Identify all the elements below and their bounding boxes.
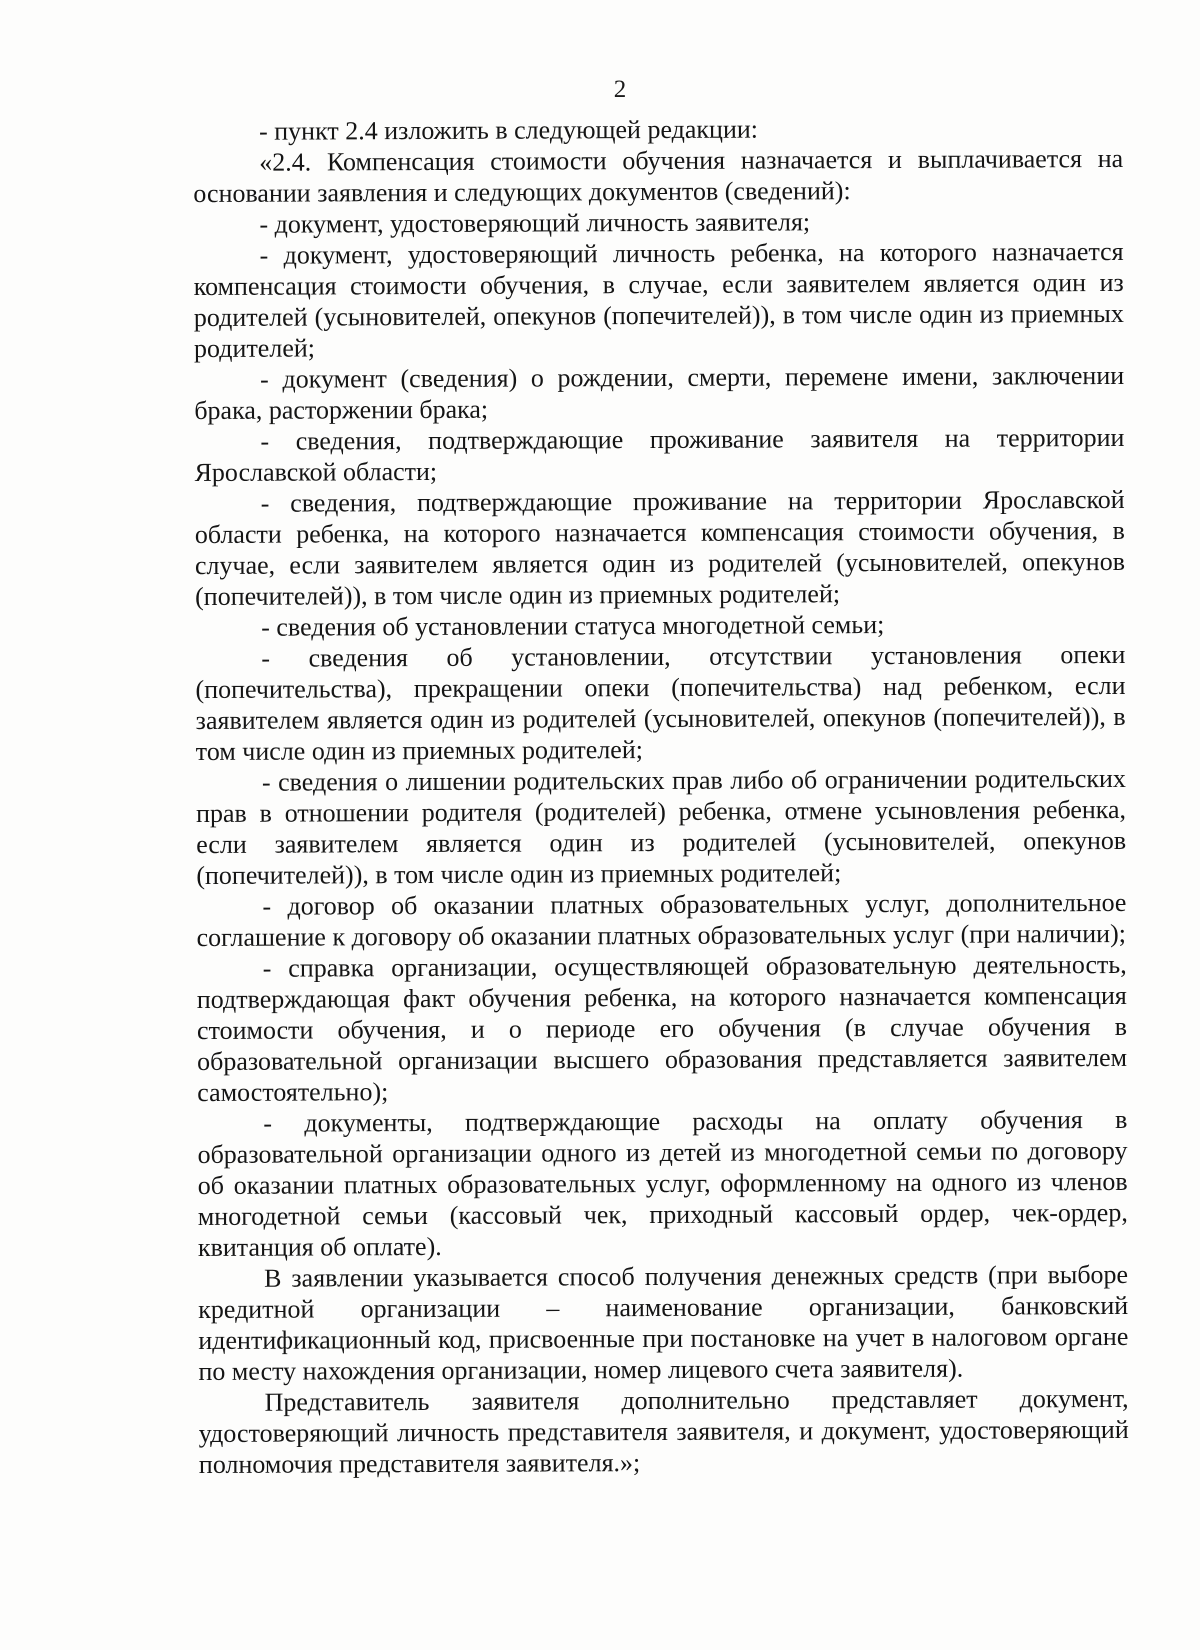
paragraph: - документ (сведения) о рождении, смерти, перемене имени, заключении брака, расторжении брака; xyxy=(194,360,1125,425)
page-number: 2 xyxy=(613,76,627,103)
paragraph: - сведения об установлении, отсутствии установления опеки (попечительства), прекращении опеки (попечительства) над ребенком, если заявителем является один из родителей (усыновителей, опекунов (попечителей)), в том числе один из приемных родителей; xyxy=(195,639,1126,766)
paragraph: - документы, подтверждающие расходы на оплату обучения в образовательной организации одного из детей из многодетной семьи по договору об оказании платных образовательных услуг, оформленному на одного из членов многодетной семьи (кассовый чек, приходный кассовый ордер, чек-ордер, квитанция об оплате). xyxy=(197,1104,1128,1262)
document-body xyxy=(193,112,1129,1480)
paragraph: - справка организации, осуществляющей образовательную деятельность, подтверждающая факт обучения ребенка, на которого назначается компенсация стоимости обучения, и о периоде его обучения (в случае обучения в образовательной организации высшего образования представляется заявителем самостоятельно); xyxy=(196,949,1128,1107)
paragraph: В заявлении указывается способ получения денежных средств (при выборе кредитной организации – наименование организации, банковский идентификационный код, присвоенные при постановке на учет в налоговом органе по месту нахождения организации, номер лицевого счета заявителя). xyxy=(198,1259,1129,1386)
paragraph: Представитель заявителя дополнительно представляет документ, удостоверяющий личность представителя заявителя, и документ, удостоверяющий полномочия представителя заявителя.»; xyxy=(198,1383,1129,1479)
paragraph: «2.4. Компенсация стоимости обучения назначается и выплачивается на основании заявления и следующих документов (сведений): xyxy=(193,143,1124,208)
paragraph: - документ, удостоверяющий личность заявителя; xyxy=(259,207,811,239)
paragraph: - документ, удостоверяющий личность ребенка, на которого назначается компенсация стоимости обучения, в случае, если заявителем является один из родителей (усыновителей, опекунов (попечителей)), в том числе один из приемных родителей; xyxy=(193,236,1124,363)
paragraph: - сведения, подтверждающие проживание заявителя на территории Ярославской области; xyxy=(194,422,1125,487)
paragraph: - сведения об установлении статуса многодетной семьи; xyxy=(261,609,885,642)
paragraph: - сведения, подтверждающие проживание на территории Ярославской области ребенка, на которого назначается компенсация стоимости обучения, в случае, если заявителем является один из родителей (усыновителей, опекунов (попечителей)), в том числе один из приемных родителей; xyxy=(194,484,1126,611)
paragraph: - сведения о лишении родительских прав либо об ограничении родительских прав в отношении родителя (родителей) ребенка, отмене усыновления ребенка, если заявителем является один из родителей (усыновителей, опекунов (попечителей)), в том числе один из приемных родителей; xyxy=(195,763,1127,890)
paragraph: - договор об оказании платных образовательных услуг, дополнительное соглашение к договору об оказании платных образовательных услуг (при наличии); xyxy=(196,887,1127,952)
paragraph: - пункт 2.4 изложить в следующей редакции: xyxy=(259,114,759,146)
